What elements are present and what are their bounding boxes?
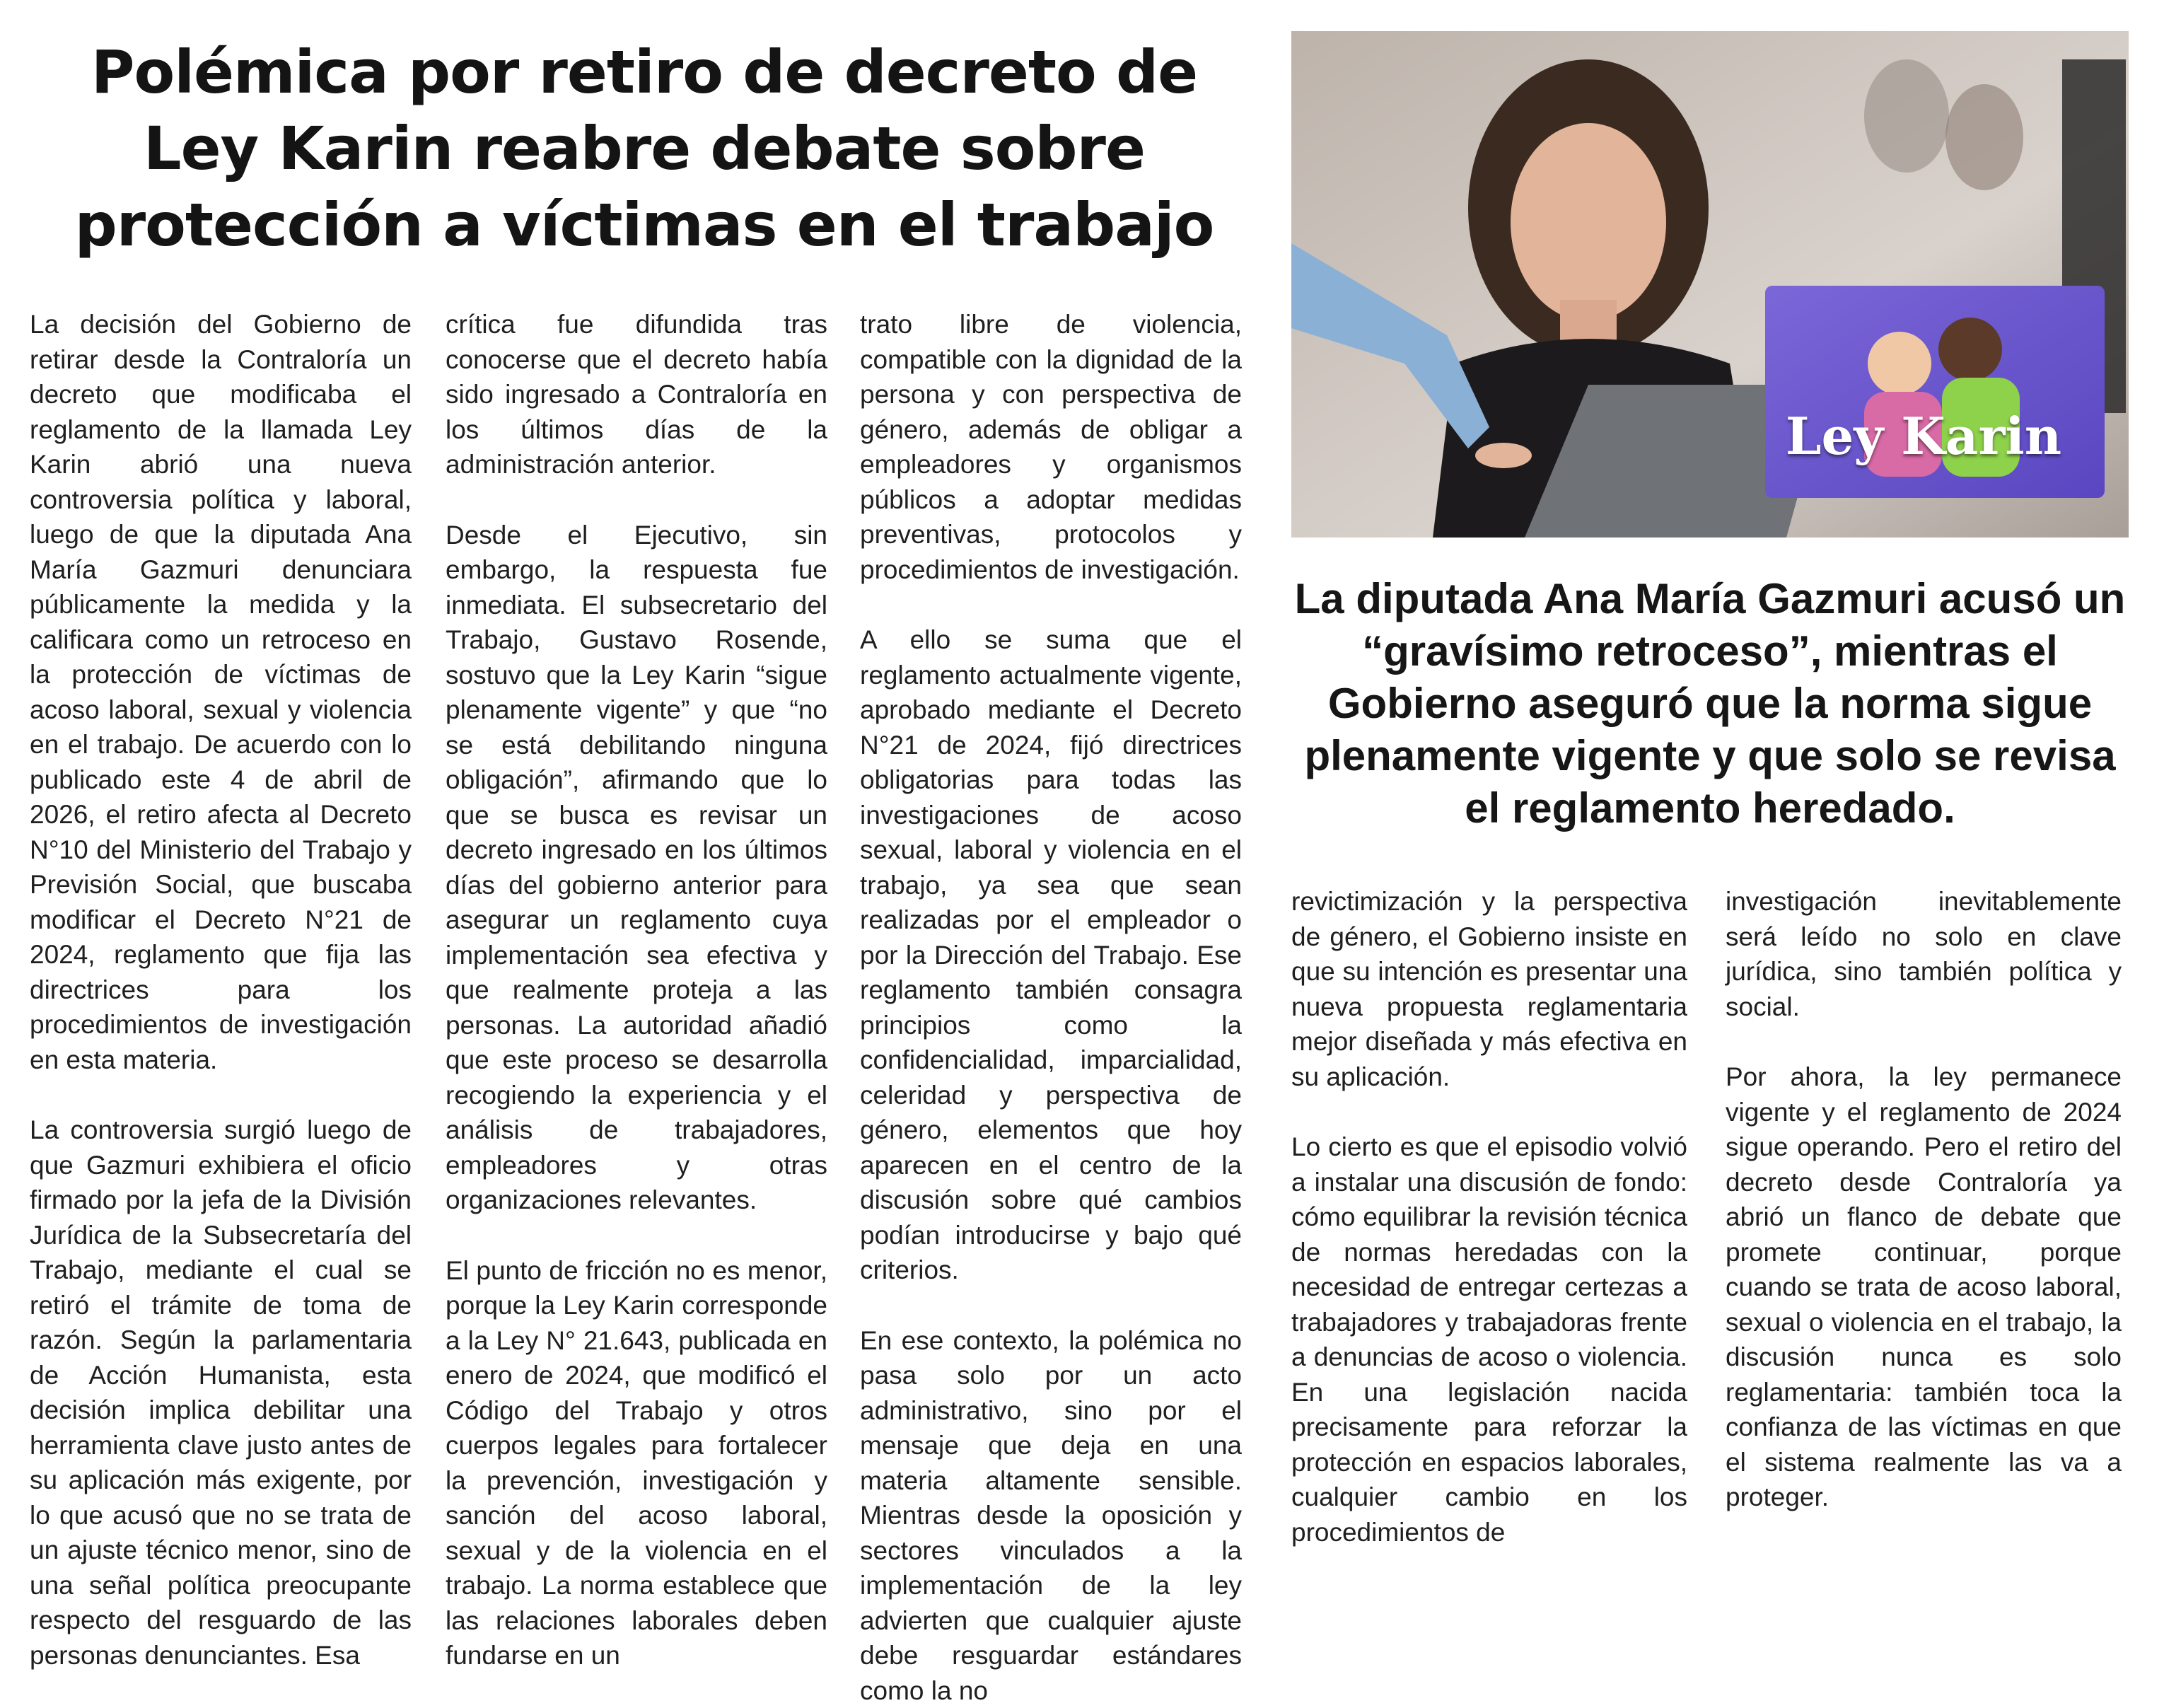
article-column-2	[446, 307, 827, 1467]
headline: Polémica por retiro de decreto de Ley Karin reabre debate sobre protección a víctimas en el trabajo	[25, 34, 1263, 263]
paragraph: La decisión del Gobierno de retirar desde la Contraloría un decreto que modificaba el reglamento de la llamada Ley Karin abrió una nueva controversia política y laboral, luego de que la diputada Ana María Gazmuri denunciara públicamente la medida y la calificara como un retroceso en la protección de víctimas de acoso laboral, sexual y violencia en el trabajo. De acuerdo con lo publicado este 4 de abril de 2026, el retiro afecta al Decreto N°10 del Ministerio del Trabajo y Previsión Social, que buscaba modificar el Decreto N°21 de 2024, reglamento que fija las directrices para los procedimientos de investigación en esta materia.	[30, 307, 412, 1077]
paragraph: trato libre de violencia, compatible con la dignidad de la persona y con perspectiva de género, además de obligar a empleadores y organismos públicos a adoptar medidas preventivas, protocolos y procedimientos de investigación.	[860, 307, 1242, 587]
paragraph: crítica fue difundida tras conocerse que el decreto había sido ingresado a Contraloría en los últimos días de la administración anterior.	[446, 307, 827, 482]
paragraph: Por ahora, la ley permanece vigente y el reglamento de 2024 sigue operando. Pero el retiro del decreto desde Contraloría ya abrió un flanco de debate que promete continuar, porque cuando se trata de acoso laboral, sexual o violencia en el trabajo, la discusión nunca es solo reglamentaria: también toca la confianza de las víctimas en que el sistema realmente las va a proteger.	[1726, 1059, 2122, 1515]
photo-badge-text: Ley Karin	[1768, 406, 2079, 466]
paragraph: investigación inevitablemente será leído no solo en clave jurídica, sino también política y social.	[1726, 884, 2122, 1024]
subheadline: La diputada Ana María Gazmuri acusó un “gravísimo retroceso”, mientras el Gobierno aseguró que la norma sigue plenamente vigente y que solo se revisa el reglamento heredado.	[1291, 573, 2129, 835]
paragraph: En ese contexto, la polémica no pasa solo por un acto administrativo, sino por el mensaje que deja en una materia altamente sensible. Mientras desde la oposición y sectores vinculados a la implementación de la ley advierten que cualquier ajuste debe resguardar estándares como la no	[860, 1323, 1242, 1708]
paragraph: Lo cierto es que el episodio volvió a instalar una discusión de fondo: cómo equilibrar la revisión técnica de normas heredadas con la necesidad de entregar certezas a trabajadores y trabajadoras frente a denuncias de acoso o violencia. En una legislación nacida precisamente para reforzar la protección en espacios laborales, cualquier cambio en los procedimientos de	[1291, 1129, 1687, 1550]
paragraph: El punto de fricción no es menor, porque la Ley Karin corresponde a la Ley N° 21.643, publicada en enero de 2024, que modificó el Código del Trabajo y otros cuerpos legales para fortalecer la prevención, investigación y sanción del acoso laboral, sexual y de la violencia en el trabajo. La norma establece que las relaciones laborales deben fundarse en un	[446, 1253, 827, 1673]
article-column-1	[30, 307, 412, 1467]
paragraph: Desde el Ejecutivo, sin embargo, la respuesta fue inmediata. El subsecretario del Trabajo, Gustavo Rosende, sostuvo que la Ley Karin “sigue plenamente vigente” y que “no se está debilitando ninguna obligación”, afirmando que lo que se busca es revisar un decreto ingresado en los últimos días del gobierno anterior para asegurar un reglamento cuya implementación sea efectiva y que realmente proteja a las personas. La autoridad añadió que este proceso se desarrolla recogiendo la experiencia y el análisis de trabajadores, empleadores y otras organizaciones relevantes.	[446, 518, 827, 1218]
paragraph: revictimización y la perspectiva de género, el Gobierno insiste en que su intención es presentar una nueva propuesta reglamentaria mejor diseñada y más efectiva en su aplicación.	[1291, 884, 1687, 1094]
paragraph: La controversia surgió luego de que Gazmuri exhibiera el oficio firmado por la jefa de la División Jurídica de la Subsecretaría del Trabajo, mediante el cual se retiró el trámite de toma de razón. Según la parlamentaria de Acción Humanista, esta decisión implica debilitar una herramienta clave justo antes de su aplicación más exigente, por lo que acusó que no se trata de un ajuste técnico menor, sino de una señal política preocupante respecto del resguardo de las personas denunciantes. Esa	[30, 1112, 412, 1673]
article-column-4	[1291, 884, 1687, 1450]
article-column-5	[1726, 884, 2122, 1450]
paragraph: A ello se suma que el reglamento actualmente vigente, aprobado mediante el Decreto N°21 de 2024, fijó directrices obligatorias para todas las investigaciones de acoso sexual, laboral y violencia en el trabajo, ya sea que sean realizadas por el empleador o por la Dirección del Trabajo. Ese reglamento también consagra principios como la confidencialidad, imparcialidad, celeridad y perspectiva de género, elementos que hoy aparecen en el centro de la discusión sobre qué cambios podían introducirse y bajo qué criterios.	[860, 622, 1242, 1288]
article-column-3	[860, 307, 1242, 1467]
